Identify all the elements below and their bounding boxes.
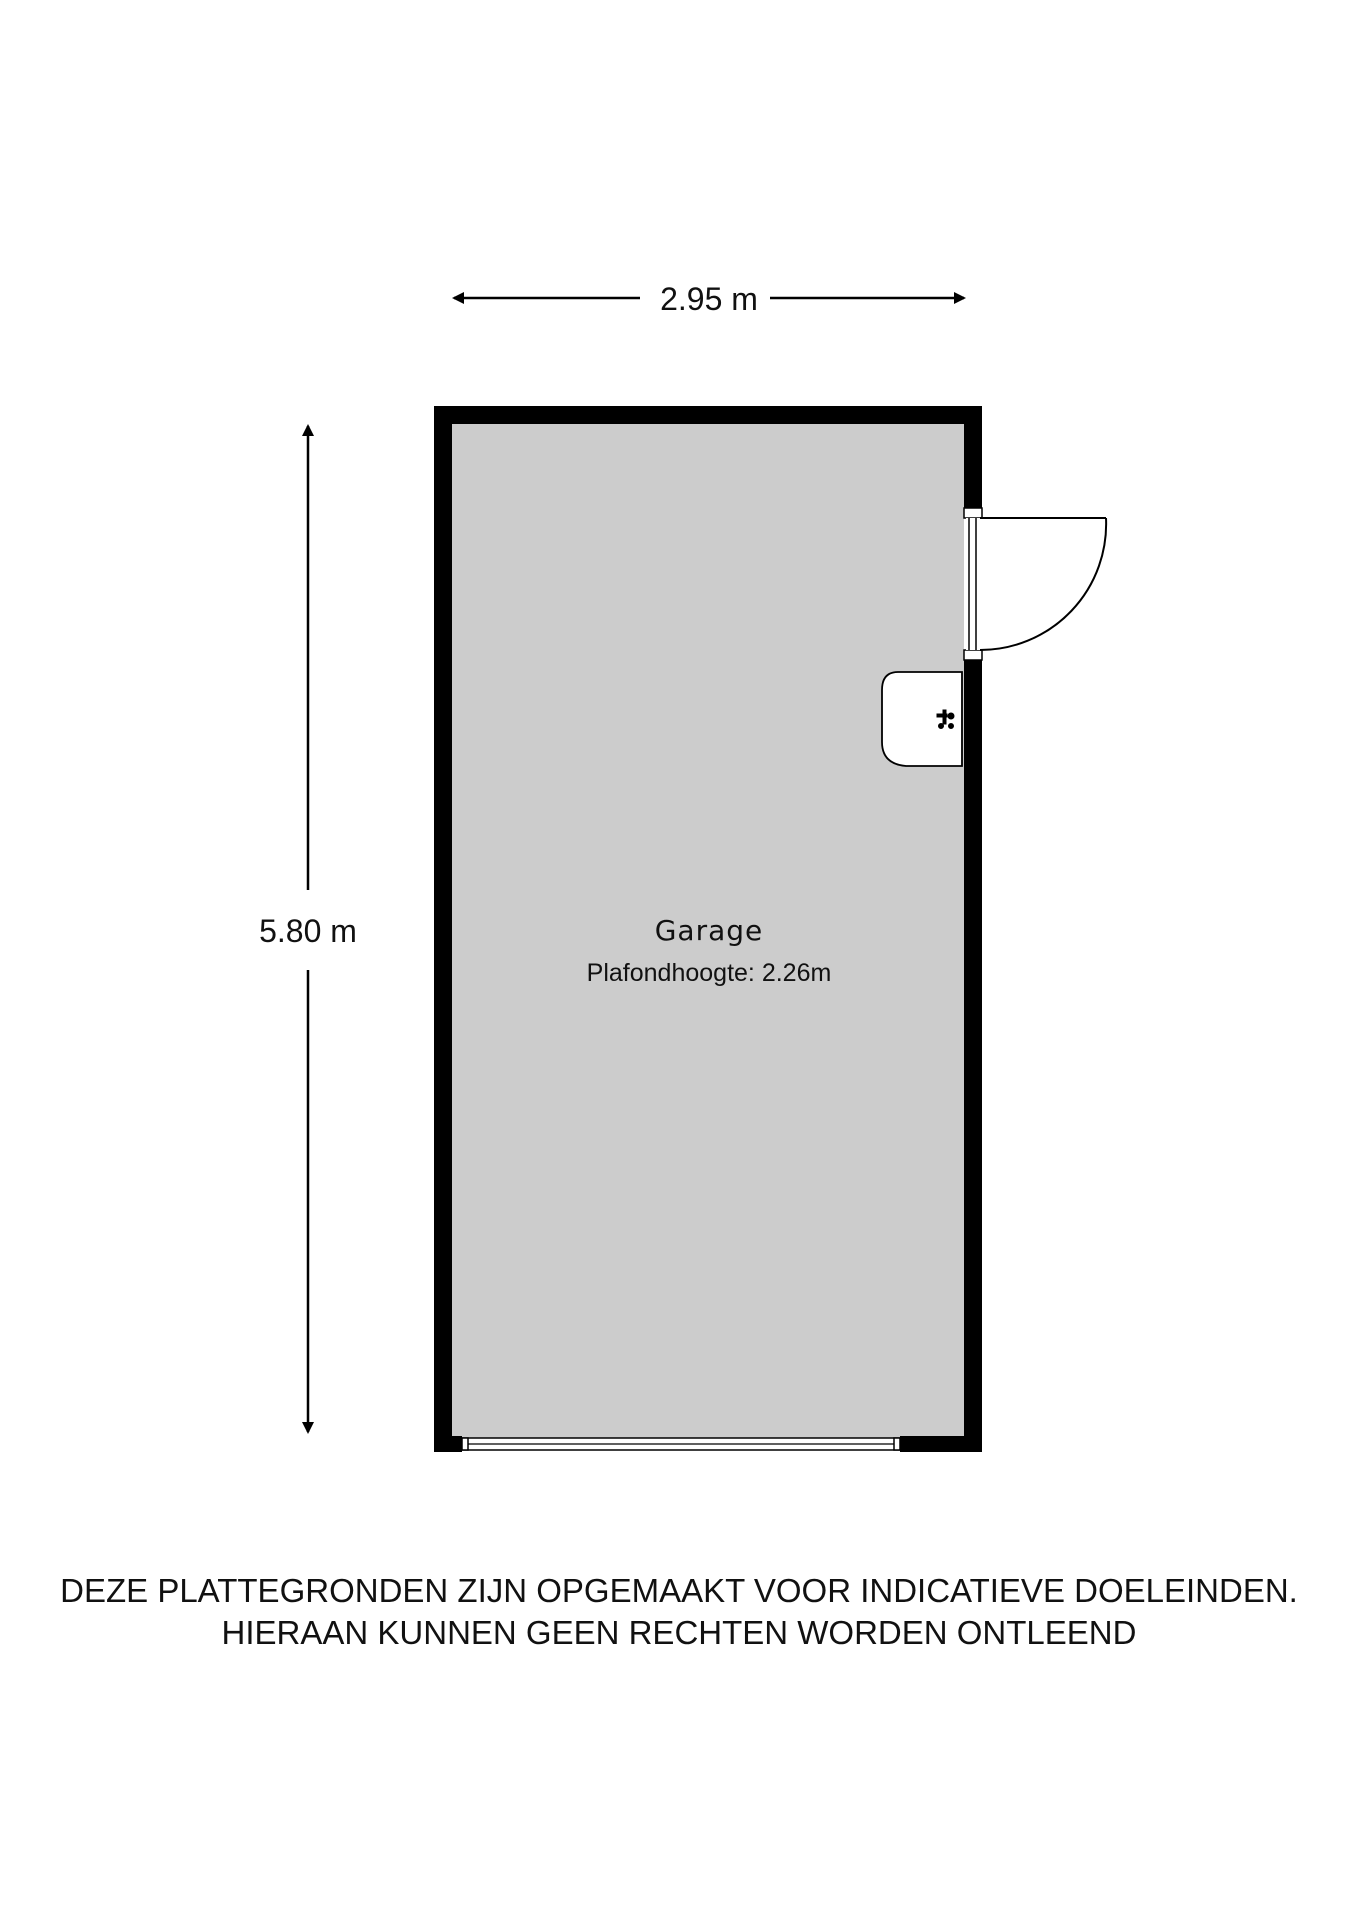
room-name: Garage [654, 914, 764, 947]
disclaimer-line-1: DEZE PLATTEGRONDEN ZIJN OPGEMAAKT VOOR INDICATIEVE DOELEINDEN. [60, 1572, 1298, 1609]
disclaimer-line-2: HIERAAN KUNNEN GEEN RECHTEN WORDEN ONTLEEND [221, 1614, 1137, 1651]
door-frame-bottom [964, 650, 982, 660]
wall-top [434, 406, 982, 424]
wall-right-upper [964, 406, 982, 508]
wall-left [434, 406, 452, 1450]
side-door [964, 508, 1106, 660]
ceiling-height-label: Plafondhoogte: 2.26m [586, 959, 832, 987]
disclaimer [0, 1570, 1358, 1654]
garage-door-post-right [894, 1438, 900, 1450]
width-dimension [454, 281, 964, 317]
height-dimension-label: 5.80 m [259, 913, 357, 949]
garage-door [462, 1438, 900, 1450]
door-opening [966, 518, 980, 650]
wall-right-lower [964, 660, 982, 1450]
wall-bottom-left [434, 1436, 462, 1452]
sink [882, 672, 962, 766]
door-frame-top [964, 508, 982, 518]
door-swing-arc [980, 518, 1106, 650]
height-dimension [259, 426, 357, 1432]
wall-bottom-right [900, 1436, 982, 1452]
width-dimension-label: 2.95 m [660, 281, 758, 317]
garage-door-post-left [462, 1438, 468, 1450]
